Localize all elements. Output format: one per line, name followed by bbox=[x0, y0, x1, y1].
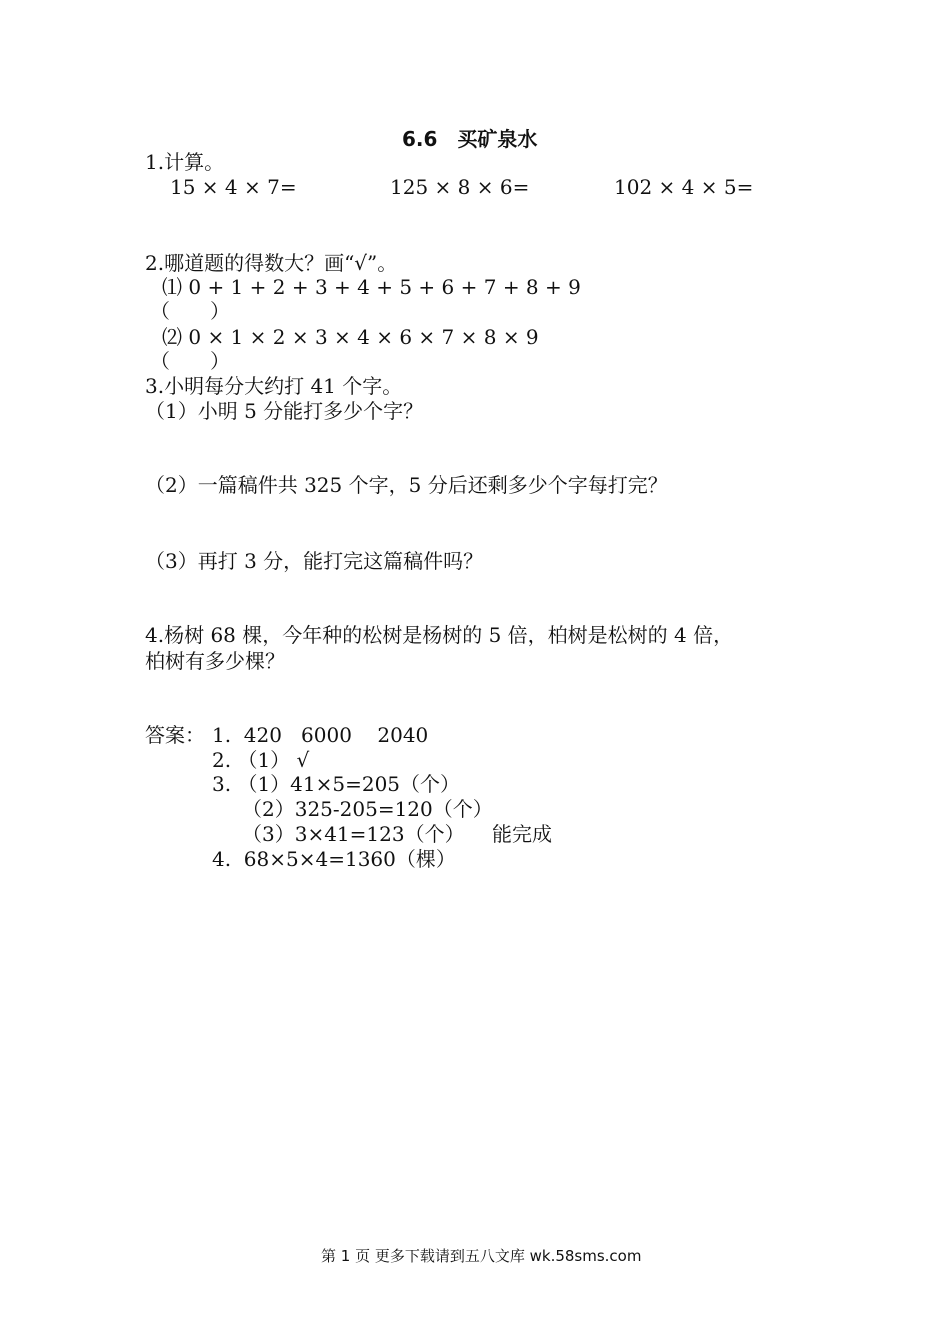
q4-line-2: 柏树有多少棵？ bbox=[145, 649, 285, 673]
answers-label: 答案： bbox=[145, 723, 205, 747]
q1-item-3: 102 × 4 × 5= bbox=[614, 175, 754, 199]
answer-3-part-3: （3）3×41=123（个） bbox=[242, 822, 465, 846]
q3-heading: 3.小明每分大约打 41 个字。 bbox=[145, 374, 403, 398]
q2-option-1: ⑴ 0 + 1 + 2 + 3 + 4 + 5 + 6 + 7 + 8 + 9 bbox=[162, 275, 581, 299]
q4-line-1: 4.杨树 68 棵，今年种的松树是杨树的 5 倍，柏树是松树的 4 倍， bbox=[145, 623, 734, 647]
q3-part-1: （1）小明 5 分能打多少个字？ bbox=[145, 399, 424, 423]
q2-option-2: ⑵ 0 × 1 × 2 × 3 × 4 × 6 × 7 × 8 × 9 bbox=[162, 325, 539, 349]
answer-3-part-1: 3. （1）41×5=205（个） bbox=[212, 772, 461, 796]
q1-heading: 1.计算。 bbox=[145, 150, 225, 174]
q3-part-2: （2）一篇稿件共 325 个字，5 分后还剩多少个字每打完？ bbox=[145, 473, 668, 497]
q3-part-3: （3）再打 3 分，能打完这篇稿件吗？ bbox=[145, 549, 484, 573]
q1-item-1: 15 × 4 × 7= bbox=[170, 175, 297, 199]
page-footer: 第 1 页 更多下载请到五八文库 wk.58sms.com bbox=[321, 1247, 642, 1265]
q2-paren-2: （ ） bbox=[150, 349, 230, 373]
answer-3-part-3-conclusion: 能完成 bbox=[492, 822, 552, 846]
answer-2: 2. （1） √ bbox=[212, 748, 310, 772]
q2-paren-1: （ ） bbox=[150, 299, 230, 323]
answer-1: 1. 420 6000 2040 bbox=[212, 723, 429, 747]
q2-heading: 2.哪道题的得数大？画“√”。 bbox=[145, 251, 398, 275]
answer-3-part-2: （2）325-205=120（个） bbox=[242, 797, 493, 821]
q1-item-2: 125 × 8 × 6= bbox=[390, 175, 530, 199]
page-title: 6.6 买矿泉水 bbox=[402, 127, 538, 151]
answer-4: 4. 68×5×4=1360（棵） bbox=[212, 847, 456, 871]
